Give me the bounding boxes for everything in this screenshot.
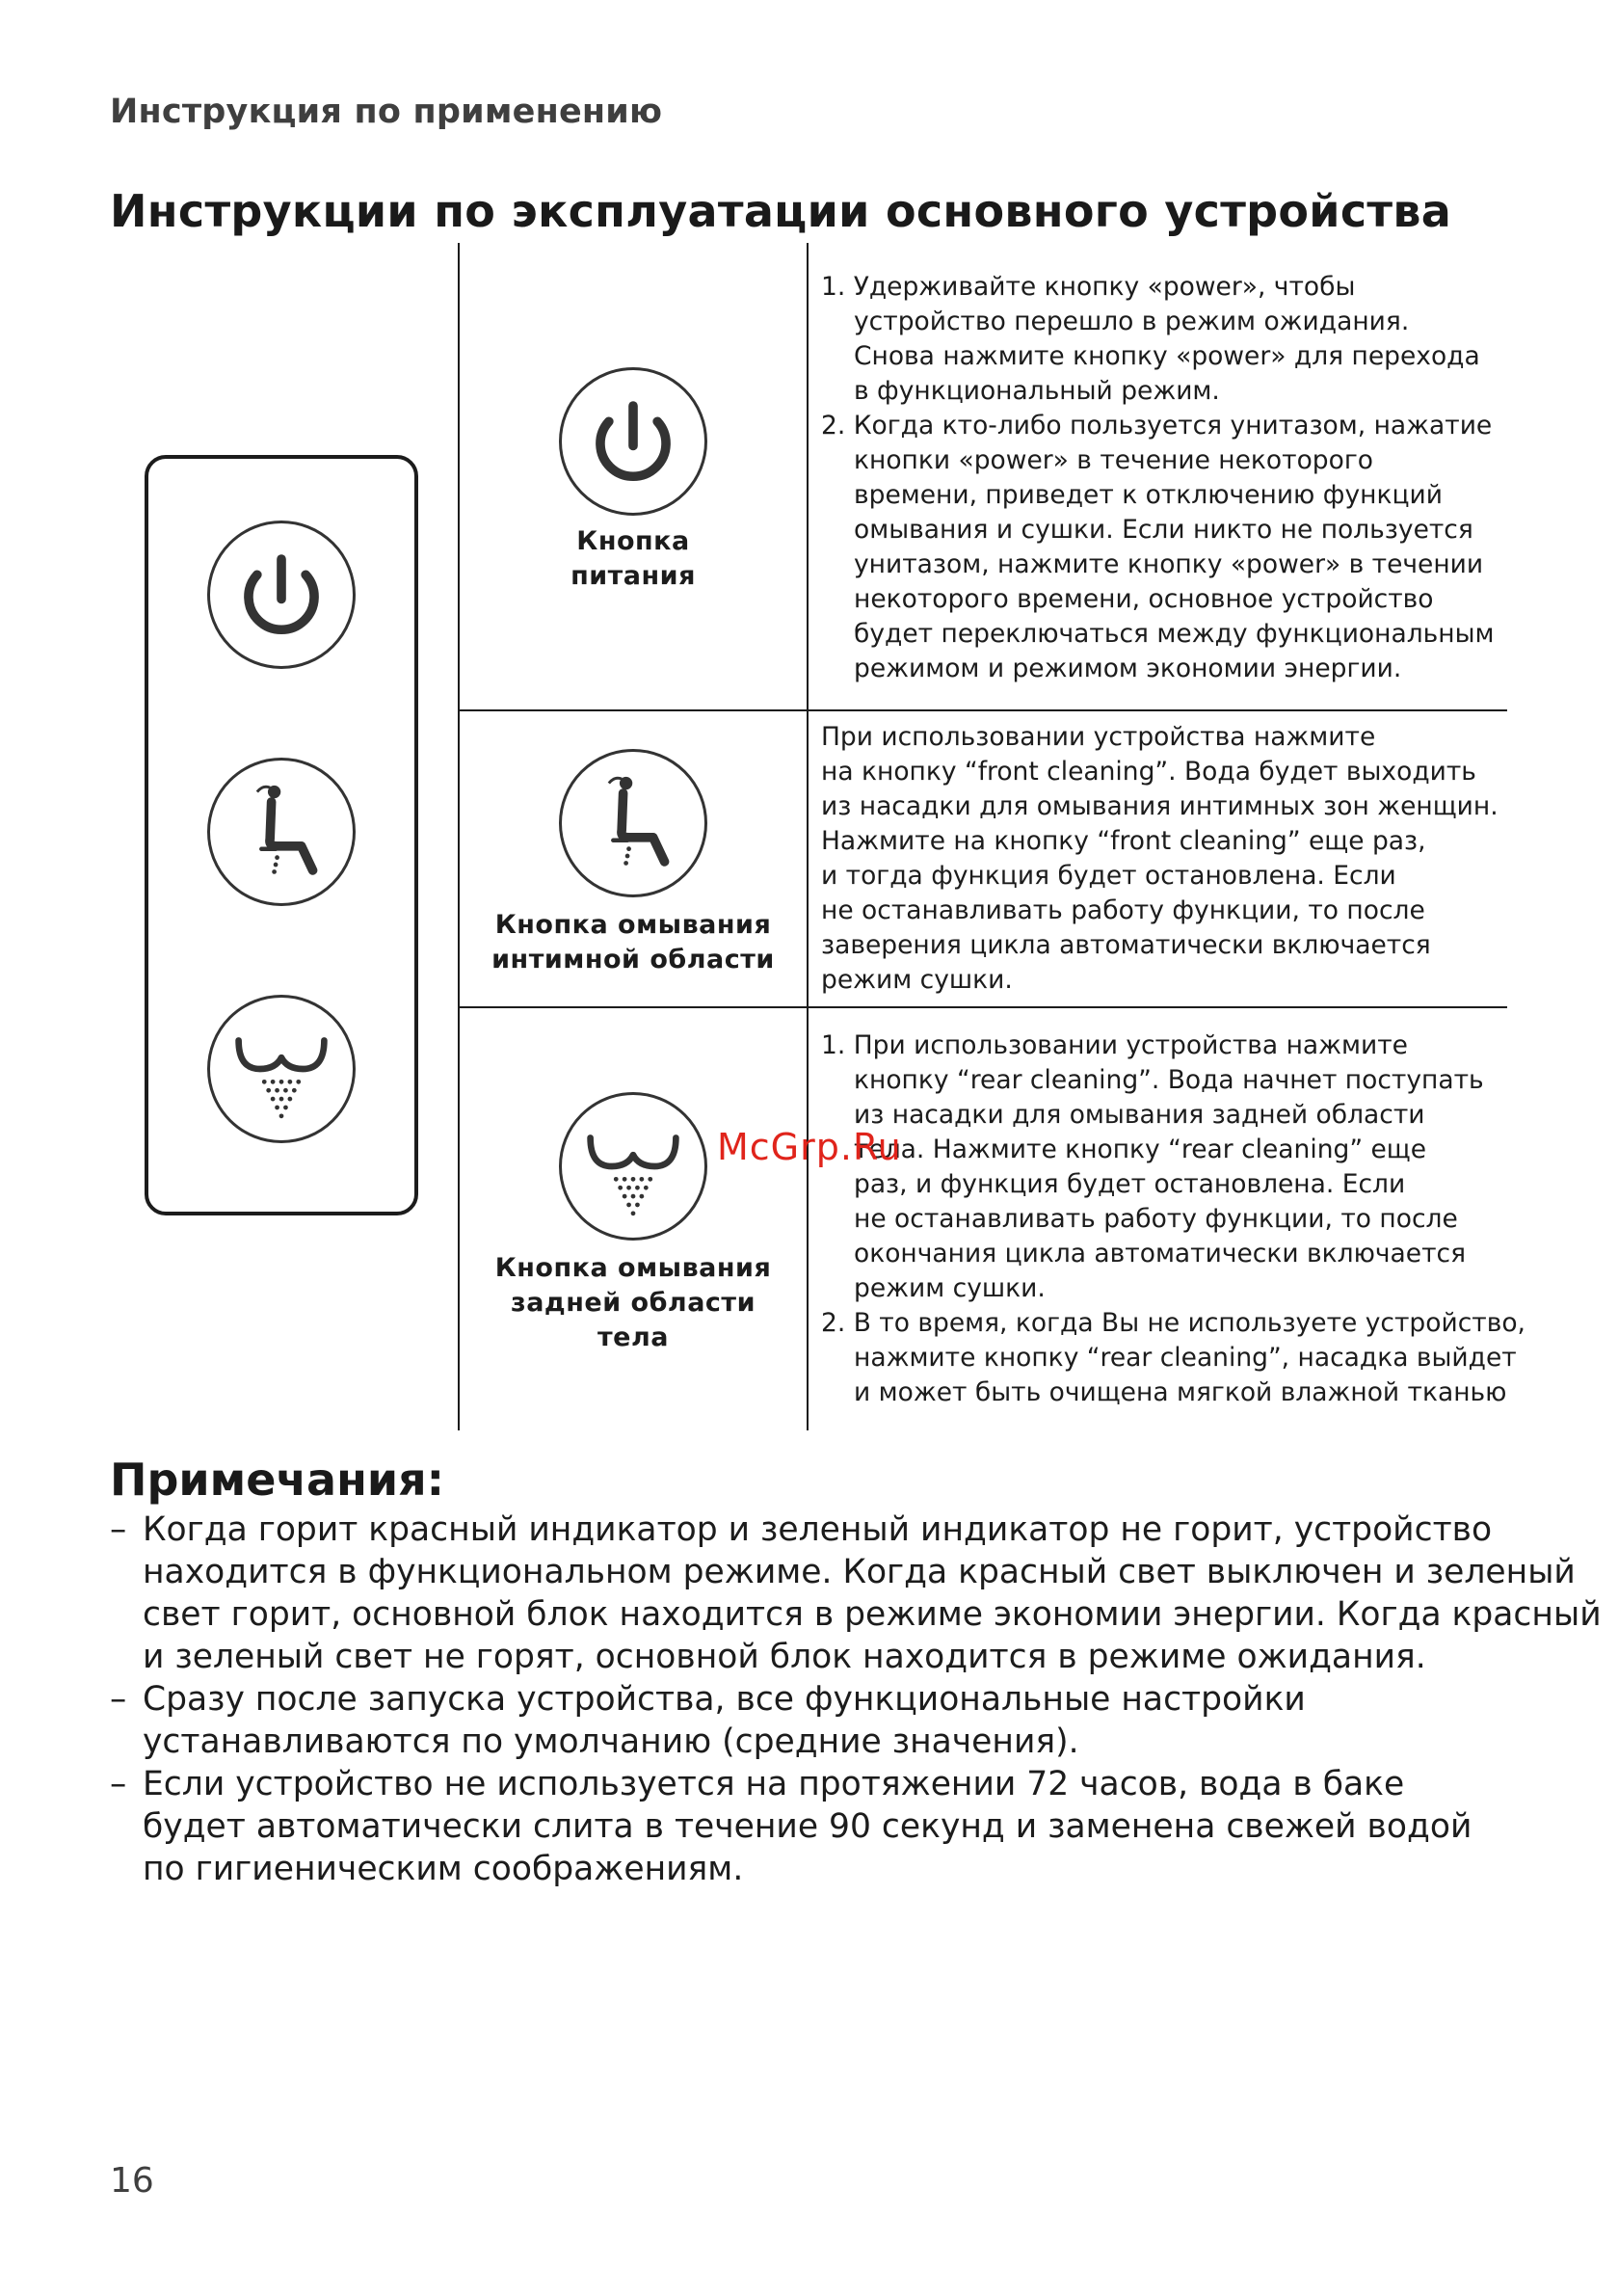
description-line: не останавливать работу функции, то после [854,1204,1458,1234]
description-line: времени, приведет к отключению функций [854,480,1443,510]
page-title: Инструкции по эксплуатации основного устройства [110,185,1452,237]
power-icon [207,521,356,669]
control-panel [145,455,418,1215]
table-row-separator [459,1006,1507,1008]
rear-cleaning-icon [207,995,356,1143]
power-button-label: Кнопка питания [570,526,696,591]
description-line: 2. Когда кто-либо пользуется унитазом, нажатие [821,411,1493,441]
description-line: Нажмите на кнопку “front cleaning” еще раз, [821,826,1426,856]
watermark: McGrp.Ru [717,1126,902,1168]
note-line: Сразу после запуска устройства, все функциональные настройки [143,1680,1306,1719]
notes-title: Примечания: [110,1454,445,1506]
table-divider-left [458,243,460,1430]
note-line: Если устройство не используется на протяжении 72 часов, вода в баке [143,1765,1405,1803]
description-line: режим сушки. [821,965,1013,995]
description-line: из насадки для омывания интимных зон женщин. [821,791,1499,821]
table-row-separator [459,709,1507,711]
power-icon [559,367,707,516]
note-line: Когда горит красный индикатор и зеленый индикатор не горит, устройство [143,1510,1493,1549]
front-cleaning-icon [559,749,707,897]
description-line: и тогда функция будет остановлена. Если [821,861,1396,891]
section-title: Инструкция по применению [110,93,663,131]
description-line: кнопки «power» в течение некоторого [854,445,1373,475]
note-line: по гигиеническим соображениям. [143,1850,744,1888]
description-line: некоторого времени, основное устройство [854,584,1434,614]
description-line: будет переключаться между функциональным [854,619,1495,649]
description-line: и может быть очищена мягкой влажной тканью [854,1377,1507,1407]
note-line: и зеленый свет не горят, основной блок находится в режиме ожидания. [143,1638,1426,1676]
note-line: находится в функциональном режиме. Когда красный свет выключен и зеленый [143,1553,1576,1591]
note-item [110,1508,1602,1678]
note-line: устанавливаются по умолчанию (средние значения). [143,1722,1079,1761]
description-line: 1. При использовании устройства нажмите [821,1030,1408,1060]
rear-cleaning-description [821,1028,1525,1410]
description-line: 2. В то время, когда Вы не используете устройство, [821,1308,1525,1338]
description-line: раз, и функция будет остановлена. Если [854,1169,1406,1199]
description-line: При использовании устройства нажмите [821,722,1376,752]
note-item [110,1763,1517,1890]
note-line: будет автоматически слита в течение 90 секунд и заменена свежей водой [143,1807,1472,1846]
front-cleaning-button-label: Кнопка омывания интимной области [491,910,775,974]
description-line: на кнопку “front cleaning”. Вода будет выходить [821,757,1476,787]
description-line: заверения цикла автоматически включается [821,930,1431,960]
description-line: устройство перешло в режим ожидания. [854,307,1410,336]
description-line: омывания и сушки. Если никто не пользуется [854,515,1473,545]
description-line: Снова нажмите кнопку «power» для перехода [854,341,1480,371]
page-number: 16 [110,2161,154,2201]
description-line: из насадки для омывания задней области [854,1100,1425,1130]
table-divider-middle [807,243,809,1430]
description-line: в функциональный режим. [854,376,1220,406]
description-line: режимом и режимом экономии энергии. [854,654,1402,683]
rear-cleaning-icon [559,1092,707,1241]
power-button-description [821,270,1515,686]
description-line: не останавливать работу функции, то после [821,895,1425,925]
front-cleaning-icon [207,758,356,906]
description-line: 1. Удерживайте кнопку «power», чтобы [821,272,1356,302]
description-line: нажмите кнопку “rear cleaning”, насадка выйдет [854,1343,1517,1373]
description-line: унитазом, нажмите кнопку «power» в течении [854,549,1484,579]
description-line: режим сушки. [854,1273,1046,1303]
front-cleaning-description [821,720,1515,998]
description-line: окончания цикла автоматически включается [854,1239,1467,1268]
notes-list [110,1508,1602,1890]
note-line: свет горит, основной блок находится в режиме экономии энергии. Когда красный [143,1595,1602,1634]
rear-cleaning-button-label: Кнопка омывания задней области тела [494,1253,772,1352]
note-item [110,1678,1517,1763]
description-line: кнопку “rear cleaning”. Вода начнет поступать [854,1065,1484,1095]
description-line: тела. Нажмите кнопку “rear cleaning” еще [854,1135,1427,1164]
